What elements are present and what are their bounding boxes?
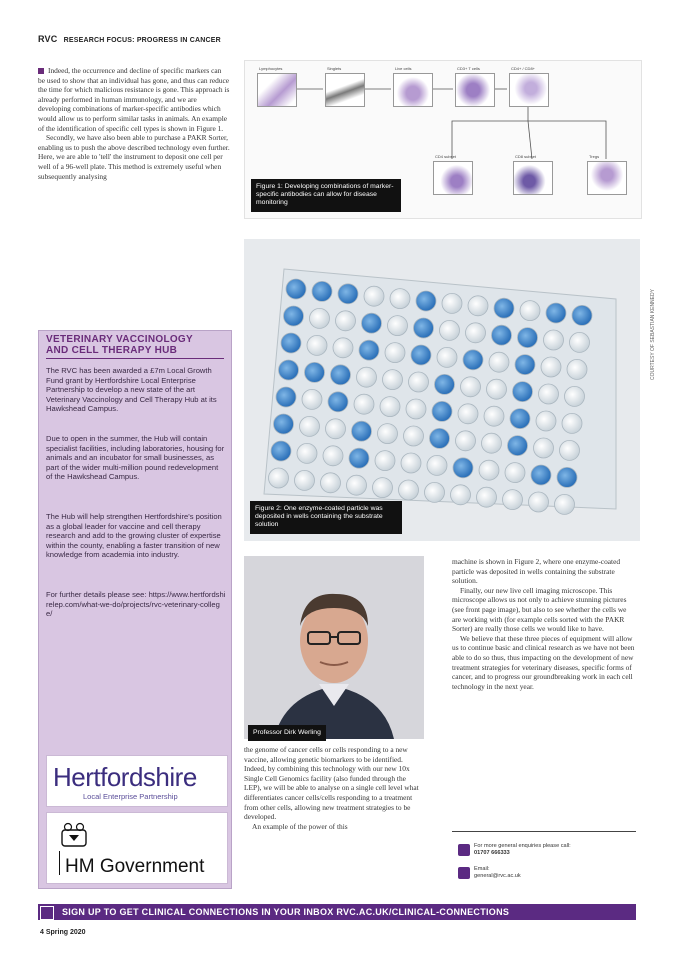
well-empty <box>487 379 507 399</box>
well-empty <box>534 438 554 458</box>
well-empty <box>555 494 575 514</box>
figure-2-well-plate-photo <box>244 239 640 541</box>
page-number: 4 Spring 2020 <box>40 929 86 936</box>
well-empty <box>302 389 322 409</box>
left-column-text <box>38 66 230 181</box>
well-empty <box>321 473 341 493</box>
well-empty <box>565 386 585 406</box>
well-filled <box>430 428 450 448</box>
well-empty <box>456 431 476 451</box>
hub-para-2: Due to open in the summer, the Hub will contain specialist facilities, including laboratories, housing for animals and an incubator for small businesses, as part of the wider multi-million pound redevelopment of the Hawkshead Campus. <box>46 434 225 482</box>
figure-2-caption: Figure 2: One enzyme-coated particle was deposited in wells containing the substrate solution <box>250 501 402 534</box>
well-filled <box>271 441 291 461</box>
well-filled <box>359 340 379 360</box>
hub-panel-divider <box>46 358 224 359</box>
contact-email: Email: general@rvc.ac.uk <box>474 866 634 880</box>
well-filled <box>352 421 372 441</box>
gating-label-6: CD4 subset <box>435 154 456 159</box>
left-para-1: Indeed, the occurrence and decline of specific markers can be used to show that an individual has gone, and thus can reduce the time for which malicious resistance is gone. This approach is already performed in human immunology, and we are developing combinations of marker-specific antibodies which would allow us to perform similar tasks in animals. An example of the identification of specific cell types is shown in Figure 1. <box>38 66 230 133</box>
well-empty <box>437 347 457 367</box>
right-para-2: Finally, our new live cell imaging microscope. This microscope allows us not only to achieve stunning pictures (see front page image), but also to see whether the cells we are working with (for example cells sorted with the PAKR Sorter) are really those cells we would like to have. <box>452 585 627 634</box>
left-para-2: Secondly, we have also been able to purchase a PAKR Sorter, enabling us to push the above described technology even further. Here, we are able to 'tell' the instrument to deposit one cell per well of a 96-well plate. This method is extremely useful when subsequently analysing <box>38 133 230 181</box>
well-filled <box>515 355 535 375</box>
well-empty <box>347 475 367 495</box>
well-filled <box>276 387 296 407</box>
well-empty <box>544 330 564 350</box>
well-empty <box>489 352 509 372</box>
well-empty <box>479 460 499 480</box>
well-empty <box>336 311 356 331</box>
well-filled <box>279 360 299 380</box>
gating-label-5: CD4+ / CD8+ <box>511 66 536 71</box>
contact-divider <box>452 831 636 832</box>
well-empty <box>333 338 353 358</box>
rvc-brand: RVC <box>38 34 58 44</box>
portrait-illustration <box>244 556 424 739</box>
well-filled <box>494 298 514 318</box>
well-empty <box>427 455 447 475</box>
gating-label-1: Lymphocytes <box>259 66 283 71</box>
well-empty <box>357 367 377 387</box>
well-empty <box>442 293 462 313</box>
well-empty <box>295 470 315 490</box>
well-empty <box>401 453 421 473</box>
well-filled <box>557 467 577 487</box>
well-empty <box>466 323 486 343</box>
well-empty <box>570 332 590 352</box>
well-empty <box>307 335 327 355</box>
hertfordshire-lep-logo <box>46 755 228 807</box>
well-filled <box>531 465 551 485</box>
mid-para-2: An example of the power of this <box>252 821 348 831</box>
well-empty <box>425 482 445 502</box>
well-filled <box>286 279 306 299</box>
well-filled <box>546 303 566 323</box>
header-title: RESEARCH FOCUS: PROGRESS IN CANCER <box>63 37 221 44</box>
well-filled <box>518 328 538 348</box>
well-empty <box>409 372 429 392</box>
gating-label-3: Live cells <box>395 66 412 71</box>
gating-label-7: CD8 subset <box>515 154 536 159</box>
well-filled <box>508 436 528 456</box>
well-filled <box>312 281 332 301</box>
gating-label-4: CD3+ T cells <box>457 66 480 71</box>
well-filled <box>416 291 436 311</box>
well-filled <box>463 350 483 370</box>
well-empty <box>310 308 330 328</box>
well-filled <box>338 284 358 304</box>
well-empty <box>375 451 395 471</box>
well-empty <box>461 377 481 397</box>
well-filled <box>328 392 348 412</box>
well-filled <box>513 382 533 402</box>
well-empty <box>354 394 374 414</box>
well-empty <box>380 397 400 417</box>
well-empty <box>364 286 384 306</box>
well-empty <box>385 343 405 363</box>
well-empty <box>539 384 559 404</box>
well-empty <box>388 316 408 336</box>
hub-para-1: The RVC has been awarded a £7m Local Growth Fund grant by Hertfordshire Local Enterprise Partnership to develop a new state of the art Veterinary Vaccinology and Cell Therapy Hub at its Hawkshead Campus. <box>46 366 217 414</box>
well-empty <box>390 289 410 309</box>
well-empty <box>404 426 424 446</box>
well-filled <box>349 448 369 468</box>
footer-square-icon <box>40 906 54 920</box>
well-empty <box>323 446 343 466</box>
well-filled <box>414 318 434 338</box>
well-empty <box>383 370 403 390</box>
hm-government-wordmark: HM Government <box>65 856 205 877</box>
gating-label-8: Tregs <box>589 154 600 159</box>
well-empty <box>560 440 580 460</box>
well-filled <box>572 305 592 325</box>
phone-icon <box>458 844 470 856</box>
portrait-photo <box>244 556 424 739</box>
well-filled <box>510 409 530 429</box>
gating-label-2: Singlets <box>327 66 342 71</box>
well-empty <box>297 443 317 463</box>
hertfordshire-subtitle: Local Enterprise Partnership <box>83 792 178 801</box>
email-icon <box>458 867 470 879</box>
well-filled <box>284 306 304 326</box>
well-filled <box>331 365 351 385</box>
page-header <box>38 34 221 44</box>
figure-1-gating-chart <box>244 60 642 219</box>
well-empty <box>536 411 556 431</box>
email-link[interactable]: general@rvc.ac.uk <box>474 873 521 879</box>
hm-government-logo <box>46 812 228 884</box>
hub-para-3: The Hub will help strengthen Hertfordshire's position as a global leader for vaccine and cell therapy research and add to the growing cluster of expertise within the county, enabling a faster transition of new knowledge from academia into industry. <box>46 512 222 560</box>
well-empty <box>373 478 393 498</box>
hub-panel-title: VETERINARY VACCINOLOGY AND CELL THERAPY HUB <box>46 334 193 356</box>
well-empty <box>541 357 561 377</box>
right-para-3: We believe that these three pieces of equipment will allow us to continue basic and clinical research as we have not been able to do so thus, thus impacting on the development of new treatment strategies for veterinary diseases, specific forms of cancer, and to progress our groundbreaking work in each cell technology in the next year. <box>452 633 635 691</box>
well-empty <box>505 463 525 483</box>
well-empty <box>406 399 426 419</box>
footer-signup-link[interactable]: SIGN UP TO GET CLINICAL CONNECTIONS IN YOUR INBOX RVC.AC.UK/CLINICAL-CONNECTIONS <box>62 907 510 917</box>
well-empty <box>503 490 523 510</box>
well-empty <box>399 480 419 500</box>
well-empty <box>269 468 289 488</box>
well-empty <box>520 301 540 321</box>
royal-crest-icon <box>59 821 89 847</box>
well-filled <box>362 313 382 333</box>
well-filled <box>305 362 325 382</box>
right-para-1: machine is shown in Figure 2, where one enzyme-coated particle was deposited in wells containing the substrate solution. <box>452 557 621 586</box>
well-empty <box>562 413 582 433</box>
phone-number[interactable]: 01707 666333 <box>474 850 510 856</box>
well-empty <box>440 320 460 340</box>
photo-credit: COURTESY OF SEBASTIAN KENNEDY <box>650 289 656 380</box>
hmg-vertical-rule <box>59 851 60 875</box>
figure-1-caption: Figure 1: Developing combinations of marker-specific antibodies can allow for disease monitoring <box>251 179 401 212</box>
well-filled <box>492 325 512 345</box>
well-filled <box>281 333 301 353</box>
well-filled <box>453 458 473 478</box>
well-empty <box>482 433 502 453</box>
hertfordshire-wordmark: Hertfordshire <box>53 762 197 792</box>
well-empty <box>468 296 488 316</box>
well-filled <box>274 414 294 434</box>
well-empty <box>326 419 346 439</box>
well-empty <box>378 424 398 444</box>
well-empty <box>300 416 320 436</box>
well-empty <box>567 359 587 379</box>
well-empty <box>451 485 471 505</box>
well-filled <box>411 345 431 365</box>
right-column-text <box>452 557 636 691</box>
contact-phone: For more general enquiries please call: 01707 666333 <box>474 843 634 857</box>
middle-column-text <box>244 745 424 831</box>
well-empty <box>477 487 497 507</box>
well-filled <box>435 374 455 394</box>
well-empty <box>484 406 504 426</box>
portrait-caption: Professor Dirk Werling <box>248 725 326 741</box>
well-filled <box>432 401 452 421</box>
mid-para-1: the genome of cancer cells or cells responding to a new vaccine, allowing genetic biomarkers to be identified. Indeed, by combining this technology with our new 10x Single Cell Genomics facility (also funded through the LEP), we will be able to analyse on a single cell level what differentiates cancer cells/cells responding to a treatment from other cells, allowing new treatment strategies to be developed. <box>244 745 419 822</box>
section-bullet-icon <box>38 68 44 74</box>
well-empty <box>529 492 549 512</box>
well-plate-illustration <box>244 239 640 541</box>
hub-para-4: For further details please see: https://www.hertfordshirelep.com/what-we-do/projects/rvc-veterinary-college/ <box>46 590 226 619</box>
well-empty <box>458 404 478 424</box>
